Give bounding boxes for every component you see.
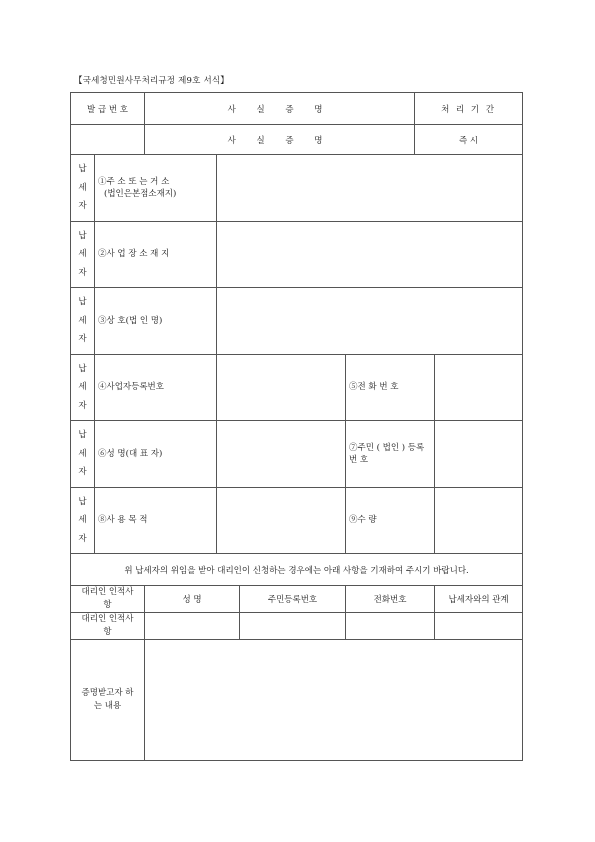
taxpayer-label: 납 세 자 [71, 155, 95, 222]
purpose-field[interactable] [217, 487, 346, 554]
representative-name-label: ⑥성 명(대 표 자) [95, 421, 217, 488]
agent-info-label: 대리인 인적사 항 [71, 613, 145, 640]
registration-number-field[interactable] [435, 421, 523, 488]
taxpayer-label: 납 세 자 [71, 354, 95, 421]
document-title: 사 실 증 명 [145, 93, 415, 125]
processing-period-value: 즉 시 [415, 125, 523, 155]
agent-name-header: 성 명 [145, 586, 240, 613]
agent-resident-number-header: 주민등록번호 [240, 586, 346, 613]
document-subtitle: 사 실 증 명 [145, 125, 415, 155]
agent-relationship-header: 납세자와의 관계 [435, 586, 523, 613]
quantity-field[interactable] [435, 487, 523, 554]
trade-name-field[interactable] [217, 288, 523, 355]
agent-phone-header: 전화번호 [346, 586, 435, 613]
business-registration-number-label: ④사업자등록번호 [95, 354, 217, 421]
taxpayer-label: 납 세 자 [71, 487, 95, 554]
agent-info-label: 대리인 인적사 항 [71, 586, 145, 613]
delegation-note: 위 납세자의 위임을 받아 대리인이 신청하는 경우에는 아래 사항을 기재하여 주시기 바랍니다. [71, 554, 523, 586]
taxpayer-label: 납 세 자 [71, 288, 95, 355]
phone-number-field[interactable] [435, 354, 523, 421]
representative-name-field[interactable] [217, 421, 346, 488]
issue-number-field[interactable] [71, 125, 145, 155]
certificate-form [70, 92, 523, 761]
business-location-label: ②사 업 장 소 재 지 [95, 221, 217, 288]
form-number-label: 【국세청민원사무처리규정 제9호 서식】 [74, 76, 229, 86]
trade-name-label: ③상 호(법 인 명) [95, 288, 217, 355]
taxpayer-label: 납 세 자 [71, 221, 95, 288]
quantity-label: ⑨수 량 [346, 487, 435, 554]
requested-content-label: 증명받고자 하 는 내용 [71, 640, 145, 761]
address-label: ①주 소 또 는 거 소 (법인은본점소재지) [95, 155, 217, 222]
business-registration-number-field[interactable] [217, 354, 346, 421]
taxpayer-label: 납 세 자 [71, 421, 95, 488]
purpose-label: ⑧사 용 목 적 [95, 487, 217, 554]
agent-resident-number-field[interactable] [240, 613, 346, 640]
address-field[interactable] [217, 155, 523, 222]
agent-name-field[interactable] [145, 613, 240, 640]
issue-number-label: 발 급 번 호 [71, 93, 145, 125]
phone-number-label: ⑤전 화 번 호 [346, 354, 435, 421]
agent-phone-field[interactable] [346, 613, 435, 640]
registration-number-label: ⑦주민 ( 법인 ) 등록 번 호 [346, 421, 435, 488]
processing-period-label: 처 리 기 간 [415, 93, 523, 125]
agent-relationship-field[interactable] [435, 613, 523, 640]
business-location-field[interactable] [217, 221, 523, 288]
requested-content-field[interactable] [145, 640, 523, 761]
